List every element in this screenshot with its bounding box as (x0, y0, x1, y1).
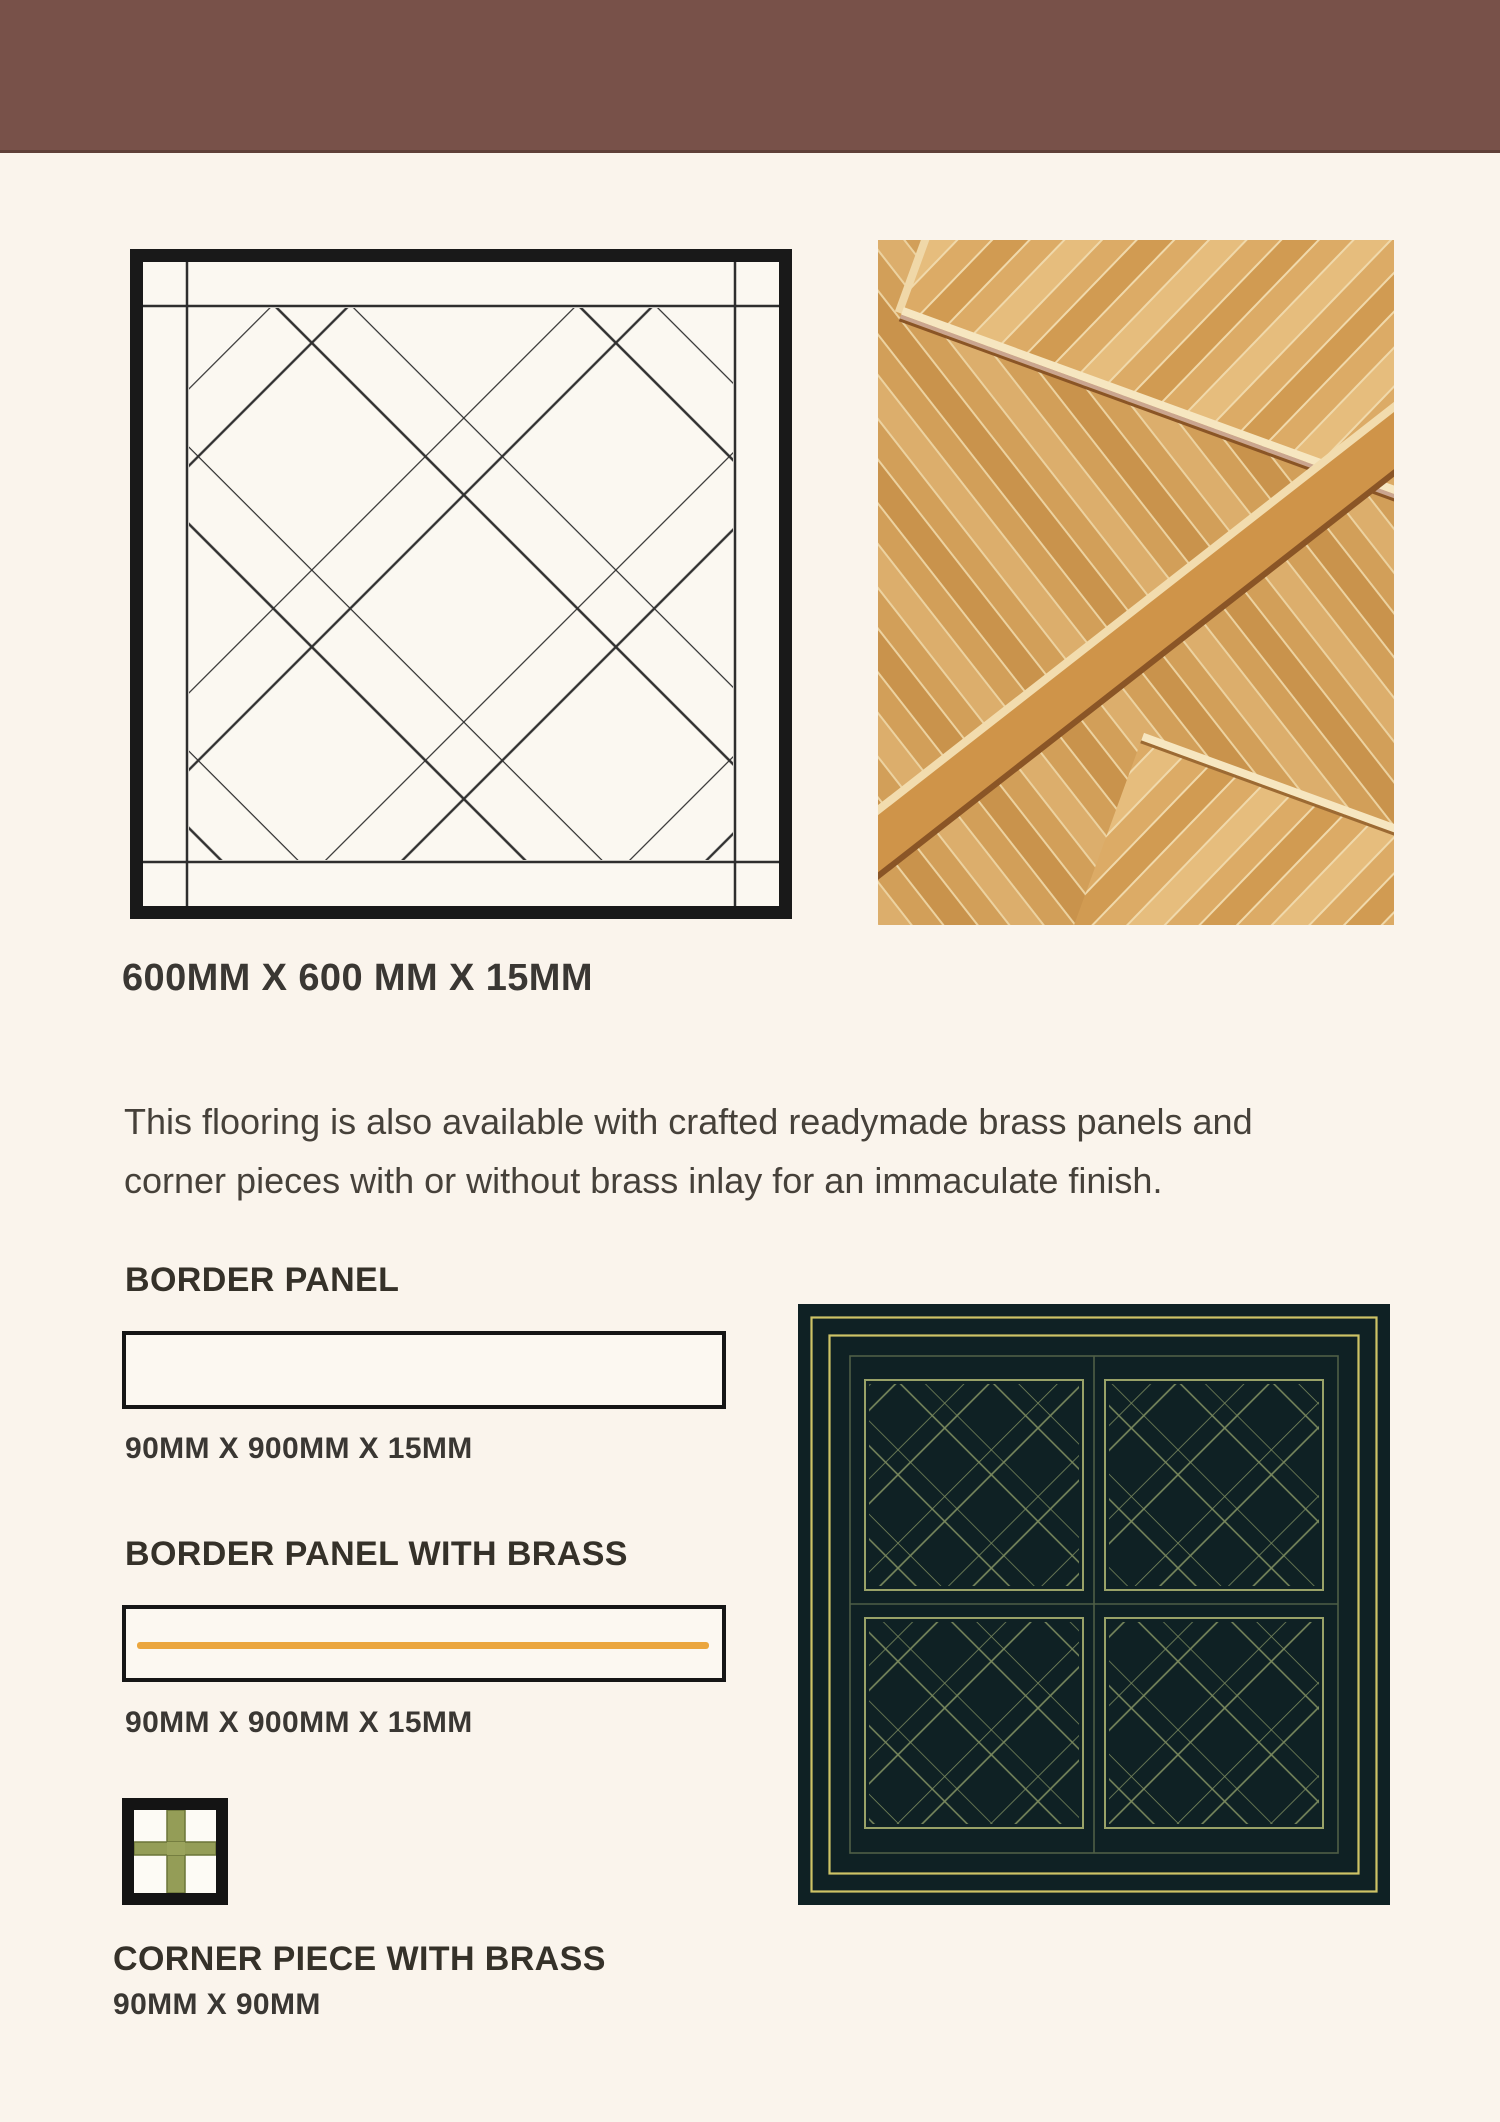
description-line-1: This flooring is also available with crafted readymade brass panels and (124, 1101, 1253, 1142)
brass-inlay-panel-diagram (798, 1304, 1390, 1905)
border-panel-diagram (122, 1331, 726, 1409)
brass-inlay-line (137, 1642, 709, 1649)
border-panel-dimensions: 90MM X 900MM X 15MM (125, 1432, 473, 1465)
corner-piece-dimensions: 90MM X 90MM (113, 1988, 321, 2021)
description-line-2: corner pieces with or without brass inlay for an immaculate finish. (124, 1160, 1163, 1201)
corner-piece-title: CORNER PIECE WITH BRASS (113, 1940, 606, 1978)
corner-piece-with-brass-diagram (122, 1798, 228, 1905)
border-panel-brass-dimensions: 90MM X 900MM X 15MM (125, 1706, 473, 1739)
description-paragraph (124, 1092, 1454, 1210)
border-panel-title: BORDER PANEL (125, 1261, 400, 1299)
border-panel-brass-diagram (122, 1605, 726, 1682)
border-panel-brass-title: BORDER PANEL WITH BRASS (125, 1535, 628, 1573)
versailles-panel-line-drawing (130, 249, 792, 919)
header-bar (0, 0, 1500, 153)
oak-parquet-panels-photo (878, 240, 1394, 925)
main-panel-dimensions: 600MM X 600 MM X 15MM (122, 957, 593, 999)
